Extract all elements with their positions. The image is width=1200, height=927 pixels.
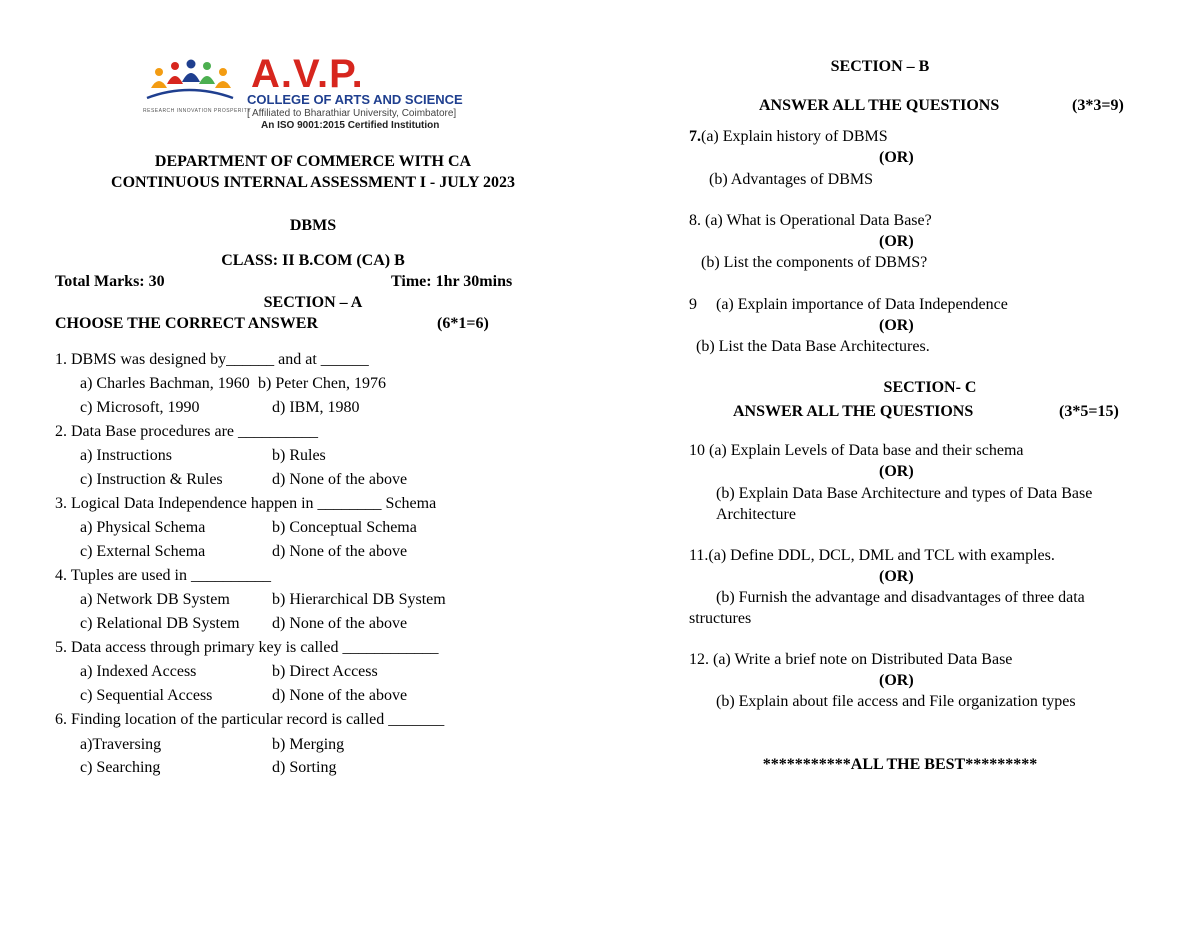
- q4-option-d: d) None of the above: [272, 615, 408, 632]
- question-10-or: (OR): [879, 463, 914, 480]
- q5-option-b: b) Direct Access: [272, 663, 378, 680]
- q3-option-a: a) Physical Schema: [80, 519, 206, 536]
- q6-option-c: c) Searching: [80, 759, 161, 776]
- section-c-marks: (3*5=15): [1059, 403, 1119, 420]
- people-icon: [141, 58, 237, 106]
- section-c-title: SECTION- C: [883, 379, 977, 396]
- question-3: 3. Logical Data Independence happen in ________ Schema: [55, 495, 437, 512]
- q5-option-a: a) Indexed Access: [80, 663, 197, 680]
- q3-option-b: b) Conceptual Schema: [272, 519, 417, 536]
- logo-affiliation: [ Affiliated to Bharathiar University, Coimbatore]: [247, 108, 457, 119]
- q3-option-c: c) External Schema: [80, 543, 206, 560]
- q1-option-d: d) IBM, 1980: [272, 399, 360, 416]
- question-2: 2. Data Base procedures are __________: [55, 423, 319, 440]
- section-b-instruction: ANSWER ALL THE QUESTIONS: [759, 97, 1000, 114]
- total-marks: Total Marks: 30: [55, 273, 165, 290]
- question-9b: (b) List the Data Base Architectures.: [696, 338, 930, 355]
- class-title: CLASS: II B.COM (CA) B: [221, 252, 405, 269]
- q2-option-a: a) Instructions: [80, 447, 172, 464]
- exam-time: Time: 1hr 30mins: [391, 273, 513, 290]
- q3-option-d: d) None of the above: [272, 543, 408, 560]
- question-10b-line2: Architecture: [716, 506, 796, 523]
- subject-title: DBMS: [289, 217, 337, 234]
- q4-option-c: c) Relational DB System: [80, 615, 240, 632]
- question-8a: 8. (a) What is Operational Data Base?: [689, 212, 932, 229]
- question-4: 4. Tuples are used in __________: [55, 567, 271, 584]
- question-7b: (b) Advantages of DBMS: [709, 171, 873, 188]
- question-12-or: (OR): [879, 672, 914, 689]
- q6-option-d: d) Sorting: [272, 759, 337, 776]
- question-7a: [689, 128, 888, 146]
- section-c-instruction: ANSWER ALL THE QUESTIONS: [733, 403, 974, 420]
- logo-tagline: RESEARCH INNOVATION PROSPERITY: [143, 108, 252, 114]
- college-logo: [137, 52, 489, 132]
- question-11b-line1: (b) Furnish the advantage and disadvantages of three data: [716, 589, 1085, 606]
- question-9-number: 9: [689, 296, 697, 313]
- question-11a: 11.(a) Define DDL, DCL, DML and TCL with examples.: [689, 547, 1055, 564]
- question-10a: 10 (a) Explain Levels of Data base and their schema: [689, 442, 1024, 459]
- q4-option-b: b) Hierarchical DB System: [272, 591, 446, 608]
- q5-option-c: c) Sequential Access: [80, 687, 213, 704]
- section-a-title: SECTION – A: [263, 294, 363, 311]
- question-12a: 12. (a) Write a brief note on Distributed Data Base: [689, 651, 1013, 668]
- q1-option-b: b) Peter Chen, 1976: [258, 375, 386, 392]
- question-9-or: (OR): [879, 317, 914, 334]
- q4-option-a: a) Network DB System: [80, 591, 230, 608]
- question-6: 6. Finding location of the particular record is called _______: [55, 711, 445, 728]
- q1-option-c: c) Microsoft, 1990: [80, 399, 200, 416]
- logo-name: A.V.P.: [251, 52, 364, 96]
- question-10b-line1: (b) Explain Data Base Architecture and types of Data Base: [716, 485, 1093, 502]
- question-11-or: (OR): [879, 568, 914, 585]
- section-a-marks: (6*1=6): [437, 315, 489, 332]
- exam-title: CONTINUOUS INTERNAL ASSESSMENT I - JULY 2023: [111, 174, 515, 191]
- question-7-or: (OR): [879, 149, 914, 166]
- q5-option-d: d) None of the above: [272, 687, 408, 704]
- question-8b: (b) List the components of DBMS?: [701, 254, 928, 271]
- q6-option-a: a)Traversing: [80, 736, 162, 753]
- closing-note: ***********ALL THE BEST*********: [762, 756, 1038, 773]
- department-title: DEPARTMENT OF COMMERCE WITH CA: [154, 153, 472, 170]
- section-b-title: SECTION – B: [830, 58, 930, 75]
- question-5: 5. Data access through primary key is called ____________: [55, 639, 439, 656]
- question-12b: (b) Explain about file access and File organization types: [716, 693, 1076, 710]
- q1-option-a: a) Charles Bachman, 1960: [80, 375, 250, 392]
- logo-college-name: COLLEGE OF ARTS AND SCIENCE: [247, 92, 463, 107]
- q2-option-d: d) None of the above: [272, 471, 408, 488]
- question-1: 1. DBMS was designed by______ and at ______: [55, 351, 369, 368]
- question-7-number: 7.: [689, 128, 701, 145]
- question-9a: (a) Explain importance of Data Independence: [716, 296, 1008, 313]
- logo-iso: An ISO 9001:2015 Certified Institution: [261, 120, 440, 131]
- q2-option-c: c) Instruction & Rules: [80, 471, 223, 488]
- section-a-instruction: CHOOSE THE CORRECT ANSWER: [55, 315, 319, 332]
- question-11b-line2: structures: [689, 610, 752, 627]
- q2-option-b: b) Rules: [272, 447, 326, 464]
- question-8-or: (OR): [879, 233, 914, 250]
- question-7a-text: (a) Explain history of DBMS: [701, 128, 888, 145]
- q6-option-b: b) Merging: [272, 736, 345, 753]
- section-b-marks: (3*3=9): [1072, 97, 1124, 114]
